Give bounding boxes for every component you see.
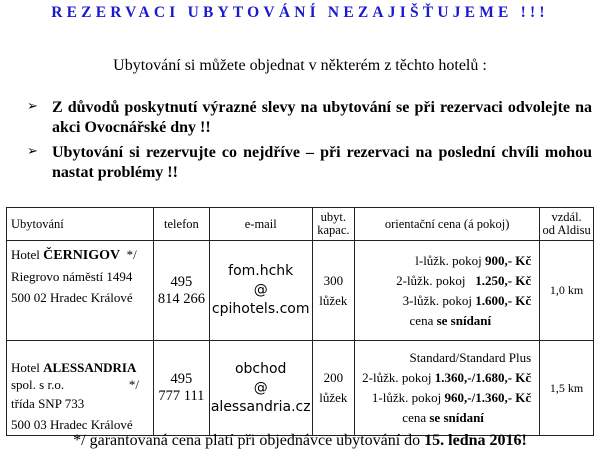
- note-prefix: cena: [402, 410, 430, 425]
- table-row: [7, 341, 594, 436]
- email-user: fom.hchk: [228, 263, 294, 279]
- header-email: e-mail: [209, 208, 312, 241]
- bullet-item: [27, 143, 592, 183]
- hotel-cell: [7, 241, 154, 341]
- page-title: REZERVACI UBYTOVÁNÍ NEZAJIŠŤUJEME !!!: [51, 4, 549, 21]
- capacity-unit: lůžek: [319, 292, 348, 308]
- price-label: 3-lůžk. pokoj: [402, 292, 476, 308]
- hotel-city: 500 03 Hradec Králové: [11, 417, 133, 432]
- email-domain: alessandria.cz: [210, 398, 311, 415]
- hotel-street: třída SNP 733: [11, 396, 85, 411]
- price-label: 2-lůžk. pokoj: [362, 370, 435, 385]
- footer-date: 15. ledna 2016!: [424, 432, 527, 449]
- price-value: 1.360,-/1.680,- Kč: [434, 370, 532, 385]
- distance-cell: 1,5 km: [540, 341, 594, 436]
- phone-cell: [154, 241, 210, 341]
- hotel-name-line: [11, 244, 153, 266]
- bullet-list: [27, 98, 592, 188]
- footer-text: */ garantovaná cena platí při objednávce ubytování do: [73, 432, 425, 449]
- price-value: 1.600,- Kč: [475, 292, 532, 308]
- price-label: 1-lůžk. pokoj: [371, 390, 445, 405]
- header-distance-line1: vzdál.: [551, 210, 582, 224]
- phone-line2: 814 266: [157, 290, 205, 307]
- hotel-street: Riegrovo náměstí 1494: [11, 269, 133, 284]
- hotel-name: ALESSANDRIA: [43, 360, 137, 375]
- price-line: [355, 251, 531, 271]
- price-value: 900,- Kč: [484, 252, 532, 268]
- header-distance-line2: od Aldisu: [542, 223, 591, 237]
- phone-cell: [154, 341, 210, 436]
- asterisk-mark: */: [126, 247, 137, 262]
- note-bold: se snídaní: [436, 312, 492, 328]
- table-header-row: [7, 208, 594, 241]
- capacity-cell: [312, 341, 354, 436]
- hotel-city: 500 02 Hradec Králové: [11, 290, 133, 305]
- price-cell: [355, 241, 540, 341]
- note-prefix: cena: [409, 312, 437, 328]
- email-at: @: [253, 379, 268, 396]
- arrow-bullet-icon: ➢: [27, 98, 38, 113]
- hotel-prefix: Hotel: [11, 360, 44, 375]
- bullet-text: Ubytování si rezervujte co nejdříve – při rezervaci na poslední chvíli mohou nastat problémy !!: [52, 144, 592, 181]
- email-user: obchod: [234, 360, 287, 377]
- header-distance: [540, 208, 594, 241]
- asterisk-mark: */: [128, 377, 140, 392]
- header-capacity: [312, 208, 354, 241]
- price-value: 960,-/1.360,- Kč: [444, 390, 532, 405]
- price-header: Standard/Standard Plus: [409, 350, 532, 365]
- header-price: orientační cena (á pokoj): [355, 208, 540, 241]
- hotel-company-line: [11, 376, 153, 393]
- phone-line2: 777 111: [158, 388, 205, 404]
- price-cell: [355, 341, 540, 436]
- hotel-company: spol. s r.o.: [11, 377, 65, 392]
- intro-text: Ubytování si můžete objednat v některém z těchto hotelů :: [113, 57, 487, 74]
- price-line: [355, 368, 531, 388]
- bullet-item: [27, 98, 592, 138]
- price-line: [355, 271, 531, 291]
- email-domain: cpihotels.com: [211, 301, 310, 317]
- capacity-unit: lůžek: [319, 390, 348, 405]
- arrow-bullet-icon: ➢: [27, 143, 38, 158]
- capacity-value: 300: [323, 272, 344, 288]
- distance-cell: 1,0 km: [540, 241, 594, 341]
- footer-note: [0, 432, 600, 450]
- hotel-name: ČERNIGOV: [43, 248, 121, 263]
- capacity-cell: [312, 241, 354, 341]
- price-label: l-lůžk. pokoj: [415, 252, 485, 268]
- price-line: [355, 388, 531, 408]
- price-label: 2-lůžk. pokoj: [396, 272, 469, 288]
- hotel-name-line: [11, 359, 153, 376]
- hotel-cell: [7, 341, 154, 436]
- capacity-value: 200: [323, 370, 344, 385]
- table-row: [7, 241, 594, 341]
- price-note: [355, 408, 531, 428]
- price-line: [355, 291, 531, 311]
- note-bold: se snídaní: [429, 410, 484, 425]
- header-capacity-line1: ubyt.: [320, 210, 347, 224]
- header-accommodation: Ubytování: [7, 208, 154, 241]
- header-phone: telefon: [154, 208, 210, 241]
- email-cell[interactable]: [209, 341, 312, 436]
- bullet-text: Z důvodů poskytnutí výrazné slevy na ubytování se při rezervaci odvolejte na akci Ovocnářské dny !!: [52, 99, 592, 136]
- email-cell[interactable]: [209, 241, 312, 341]
- phone-line1: 495: [170, 371, 193, 387]
- price-note: [355, 311, 531, 331]
- email-at: @: [253, 282, 268, 298]
- hotel-prefix: Hotel: [11, 247, 44, 262]
- header-capacity-line2: kapac.: [317, 223, 350, 237]
- phone-line1: 495: [170, 273, 193, 290]
- hotel-table: [6, 207, 594, 436]
- price-value: 1.250,- Kč: [475, 272, 532, 288]
